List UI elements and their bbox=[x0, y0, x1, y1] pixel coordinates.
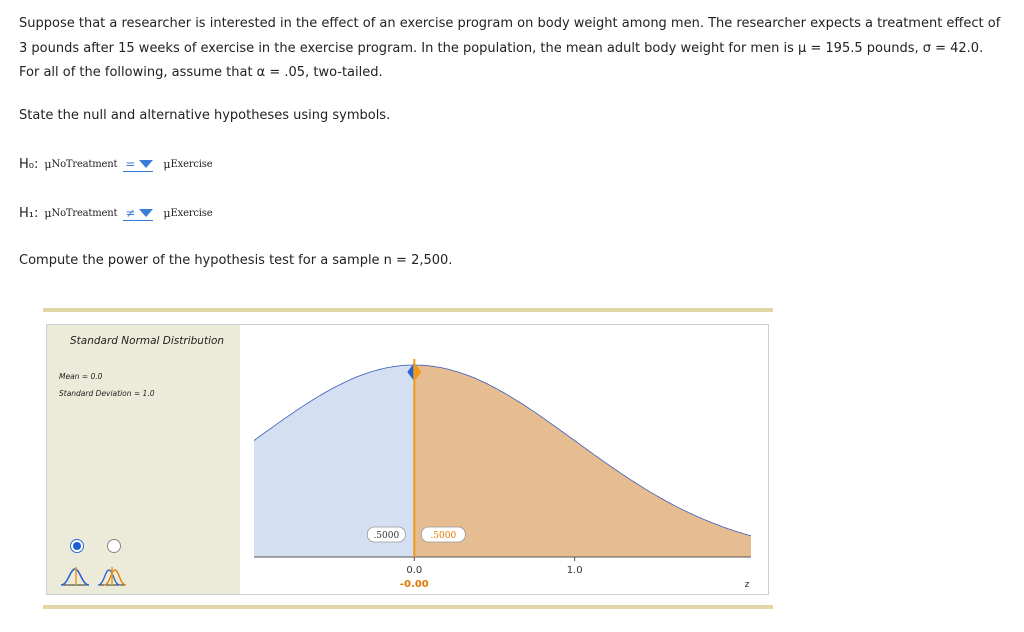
mu-right-subscript: Exercise bbox=[170, 159, 213, 170]
question-hypotheses: State the null and alternative hypotheses using symbols. bbox=[19, 108, 391, 123]
alt-hypothesis-label: H₁: bbox=[19, 206, 39, 221]
chevron-down-icon bbox=[139, 160, 153, 168]
problem-line-2: 3 pounds after 15 weeks of exercise in the exercise program. In the population, the mean adult body weight for men is μ = 195.5 pounds, σ = 42.0. bbox=[19, 40, 984, 56]
sd-label: Standard Deviation = 1.0 bbox=[59, 389, 155, 398]
right-area-value: .5000 bbox=[430, 531, 457, 541]
null-hypothesis-label: H₀: bbox=[19, 157, 39, 172]
left-area-value: .5000 bbox=[373, 531, 400, 541]
alt-operator-value: ≠ bbox=[125, 205, 136, 220]
mean-label: Mean = 0.0 bbox=[59, 372, 103, 381]
null-hypothesis-row bbox=[19, 157, 212, 172]
problem-statement bbox=[19, 12, 1009, 86]
two-curves-icon[interactable] bbox=[97, 565, 127, 587]
mu-right-subscript: Exercise bbox=[170, 208, 213, 219]
alt-hypothesis-row bbox=[19, 206, 212, 221]
alt-operator-dropdown[interactable] bbox=[123, 207, 153, 221]
top-divider bbox=[43, 308, 773, 312]
problem-line-1: Suppose that a researcher is interested in the effect of an exercise program on body weight among men. The researcher expects a treatment effect of bbox=[19, 16, 1001, 31]
marker-z-value-input[interactable]: -0.00 bbox=[399, 579, 429, 590]
null-operator-dropdown[interactable] bbox=[123, 158, 153, 172]
right-area-badge bbox=[421, 527, 465, 542]
z-axis-label: z bbox=[744, 580, 750, 590]
distribution-applet bbox=[46, 324, 769, 595]
mu-left-symbol: μ bbox=[44, 207, 52, 220]
mu-left-subscript: NoTreatment bbox=[51, 159, 118, 170]
applet-side-panel bbox=[47, 325, 240, 594]
null-operator-value: = bbox=[125, 156, 136, 171]
marker-z-value: 0.0 bbox=[406, 565, 423, 576]
bottom-divider bbox=[43, 605, 773, 609]
normal-distribution-plot bbox=[240, 325, 767, 594]
mu-right-symbol: μ bbox=[163, 158, 171, 171]
problem-line-3: For all of the following, assume that α = .05, two-tailed. bbox=[19, 65, 383, 80]
applet-title: Standard Normal Distribution bbox=[70, 335, 225, 347]
chevron-down-icon bbox=[139, 209, 153, 217]
x-axis-ticks bbox=[414, 557, 582, 576]
single-curve-icon[interactable] bbox=[60, 565, 90, 587]
right-tail-area bbox=[414, 365, 751, 557]
mu-left-symbol: μ bbox=[44, 158, 52, 171]
mu-left-subscript: NoTreatment bbox=[51, 208, 118, 219]
left-area-badge bbox=[367, 527, 405, 542]
radio-two-curves[interactable] bbox=[107, 539, 121, 553]
mu-right-symbol: μ bbox=[163, 207, 171, 220]
question-power: Compute the power of the hypothesis test for a sample n = 2,500. bbox=[19, 253, 453, 268]
radio-one-curve[interactable] bbox=[70, 539, 84, 553]
x-tick-label: 1.0 bbox=[566, 565, 583, 576]
